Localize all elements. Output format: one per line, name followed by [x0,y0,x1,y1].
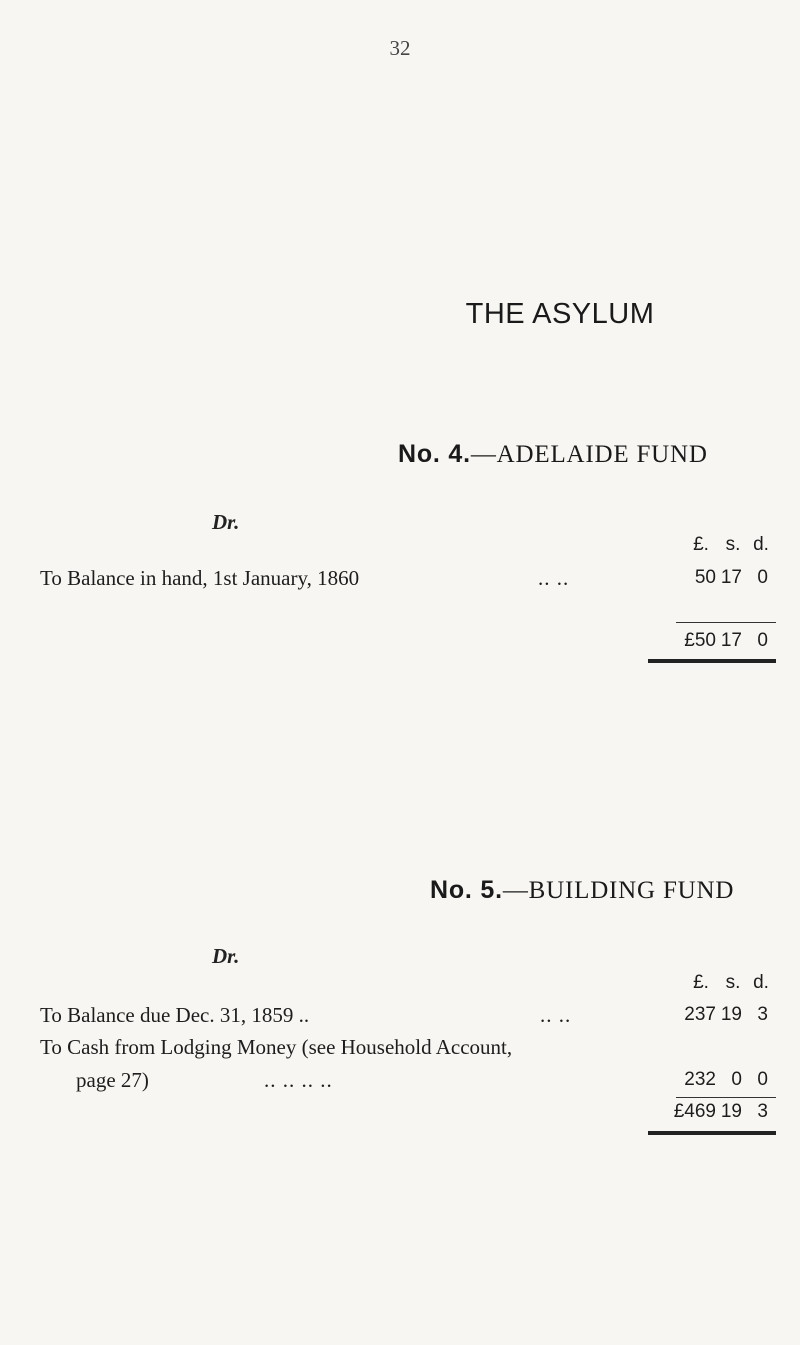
debit-label: Dr. [212,510,240,534]
ledger-entry-amount [0,1069,800,1095]
amount-shillings: 17 [720,567,742,588]
ledger-entry-amount [0,1004,800,1030]
total-double-rule [648,1131,776,1135]
page-number: 32 [389,36,411,60]
fund-total [0,630,800,656]
page-title: THE ASYLUM [465,298,655,330]
fund-number: No. 5. [430,876,503,904]
total-pounds: £469 [673,1101,716,1122]
ledger-entry-amount [0,567,800,593]
fund-total [0,1101,800,1127]
total-double-rule [648,659,776,663]
amount-shillings: 19 [720,1004,742,1025]
amount-pence: 0 [757,1069,768,1090]
total-shillings: 19 [720,1101,742,1122]
currency-header-row [0,534,800,560]
amount-pounds: 232 [684,1069,716,1090]
shillings-header: s. [725,972,741,993]
currency-header-row [0,972,800,998]
amount-pounds: 50 [694,567,716,588]
fund-heading-adelaide [398,440,708,469]
total-pence: 3 [757,1101,768,1122]
fund-heading-building [430,876,734,905]
ledger-entry-text: To Cash from Lodging Money (see Household Account, [40,1035,513,1059]
pence-header: d. [753,534,769,555]
pence-header: d. [753,972,769,993]
debit-label: Dr. [212,944,240,968]
pounds-header: £. [693,972,709,993]
amount-pounds: 237 [684,1004,716,1025]
shillings-header: s. [725,534,741,555]
amount-pence: 0 [757,567,768,588]
dot-leaders: .. .. [540,1003,572,1027]
total-shillings: 17 [720,630,742,651]
amount-pence: 3 [757,1004,768,1025]
ledger-entry-text: To Balance due Dec. 31, 1859 .. [40,1003,310,1027]
fund-number: No. 4. [398,440,471,468]
dot-leaders: .. .. [538,566,570,590]
fund-name: —ADELAIDE FUND [470,441,708,468]
total-pence: 0 [757,630,768,651]
fund-name: —BUILDING FUND [502,877,735,904]
total-pounds: £50 [684,630,716,651]
sum-rule [676,1097,776,1098]
ledger-entry-text: To Balance in hand, 1st January, 1860 [40,566,360,590]
sum-rule [676,622,776,623]
dot-leaders: .. .. .. .. [264,1068,333,1092]
amount-shillings: 0 [731,1069,742,1090]
pounds-header: £. [693,534,709,555]
ledger-entry-continuation: page 27) [76,1068,149,1092]
